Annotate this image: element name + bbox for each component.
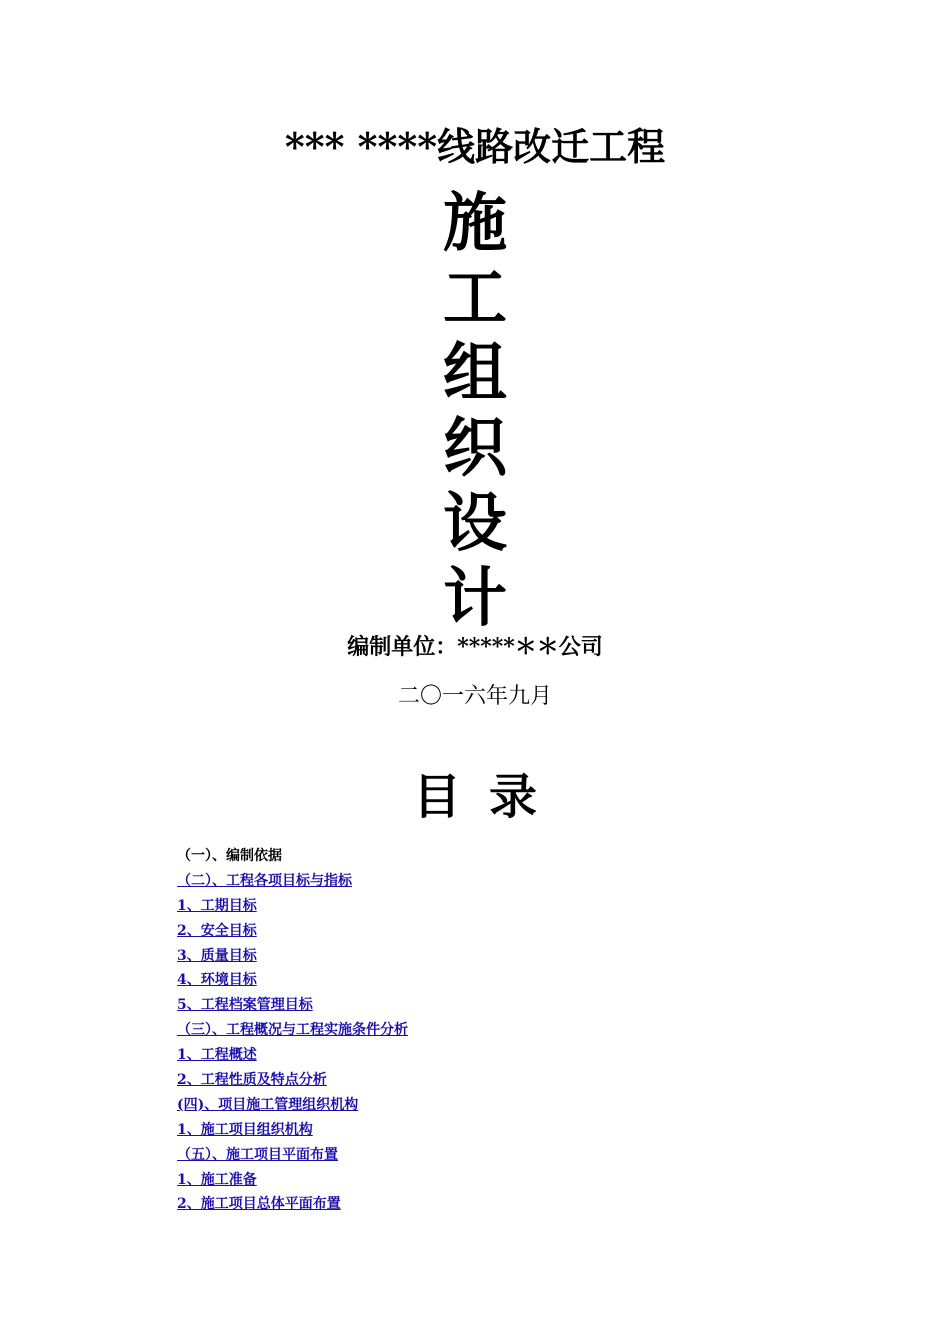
main-title-char: 织 bbox=[443, 411, 507, 486]
main-title-char: 计 bbox=[443, 561, 507, 636]
project-title: *** ****线路改迁工程 bbox=[284, 124, 666, 169]
toc-link-safety-goal[interactable]: 2、安全目标 bbox=[177, 922, 257, 939]
toc-link-preparation[interactable]: 1、施工准备 bbox=[177, 1171, 257, 1188]
toc-link-goals[interactable]: （二）、工程各项目标与指标 bbox=[177, 872, 352, 889]
main-title-char: 组 bbox=[443, 336, 507, 411]
table-of-contents bbox=[177, 844, 797, 1217]
toc-link-overview-analysis[interactable]: （三）、工程概况与工程实施条件分析 bbox=[177, 1022, 408, 1039]
document-date: 二〇一六年九月 bbox=[397, 684, 552, 709]
toc-link-overall-layout[interactable]: 2、施工项目总体平面布置 bbox=[177, 1196, 341, 1213]
toc-link-environment-goal[interactable]: 4、环境目标 bbox=[177, 972, 257, 989]
main-title-char: 工 bbox=[443, 261, 507, 336]
toc-link-site-layout[interactable]: （五）、施工项目平面布置 bbox=[177, 1146, 338, 1163]
main-title-char: 施 bbox=[443, 186, 507, 261]
main-title-char: 设 bbox=[443, 486, 507, 561]
toc-link-nature-analysis[interactable]: 2、工程性质及特点分析 bbox=[177, 1072, 327, 1089]
toc-link-schedule-goal[interactable]: 1、工期目标 bbox=[177, 897, 257, 914]
compiling-unit: 编制单位：*****＊＊公司 bbox=[347, 634, 603, 660]
toc-item-basis: （一）、编制依据 bbox=[177, 848, 282, 864]
toc-link-project-org[interactable]: 1、施工项目组织机构 bbox=[177, 1121, 313, 1138]
toc-link-quality-goal[interactable]: 3、质量目标 bbox=[177, 947, 257, 964]
toc-link-project-overview[interactable]: 1、工程概述 bbox=[177, 1047, 257, 1064]
toc-link-management-org[interactable]: (四)、项目施工管理组织机构 bbox=[177, 1096, 359, 1113]
document-main-title bbox=[0, 186, 950, 636]
toc-heading: 目录 bbox=[412, 769, 565, 825]
toc-link-archive-goal[interactable]: 5、工程档案管理目标 bbox=[177, 997, 313, 1014]
